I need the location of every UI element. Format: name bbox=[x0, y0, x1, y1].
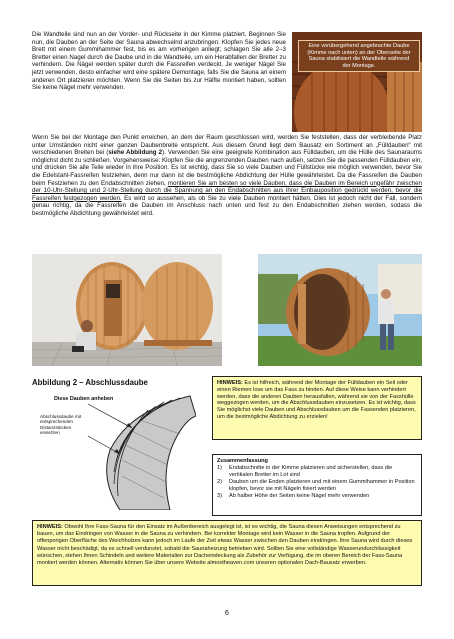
hint-box-rope bbox=[212, 376, 422, 440]
figure-title: Abbildung 2 – Abschlussdaube bbox=[32, 378, 148, 387]
summary-item bbox=[217, 493, 417, 500]
figure-reference: siehe Abbildung 2 bbox=[108, 149, 163, 157]
photo-sauna-assembly-right bbox=[258, 254, 422, 366]
summary-item-number: 1) bbox=[217, 464, 222, 471]
summary-item-text: Ab halber Höhe der Seiten keine Nägel mehr verwenden bbox=[229, 492, 370, 499]
photo-sauna-assembly-left bbox=[32, 254, 222, 366]
body-text-e: Es wird so aussehen, als ob Sie zu viele Dauben montiert hätten. Dies ist jedoch nicht der Fall, sondern genau richtig, da die Fassreifen die Dauben im Anschluss nach unten und fest zu den Endabschnitten ziehen werden, sodass die bestmögliche Abdichtung gewährleistet wird. bbox=[32, 194, 422, 217]
figure-abschlussdaube-diagram bbox=[40, 390, 196, 510]
hint-text: Obwohl Ihre Fass-Sauna für den Einsatz im Außenbereich ausgelegt ist, ist es wichtig, die Sauna diesen Anweisungen entsprechend zu bauen, um das Eindringen von Wasser in die Sauna zu verhindern. Bei korrekter Montage wird kein Wasser in die Sauna tropfen. Aufgrund der offenporigen Oberfläche des Weichholzes kann jedoch im Laufe der Zeit etwas Wasser zwischen den Dauben eindringen. Ihre Sauna wird durch dieses Wasser nicht beschädigt, da es schnell verdunstet, sobald die Saunaheizung betrieben wird. Sollten Sie eine vollständige Wasserundurchlässigkeit wünschen, stehen Ihnen Schindeln und weitere Materialien zur Dacheindeckung als Zubehör zur Verfügung, die im oberen Bereich der Fass-Sauna montiert werden können. Alternativ können Sie über unsere Website almostheaven.com unseren optionalen Dach-Bausatz erwerben. bbox=[37, 524, 413, 567]
summary-item-number: 3) bbox=[217, 492, 222, 499]
hint-label: HINWEIS: bbox=[37, 524, 63, 530]
figure-label-insert: Abschlussdaube mit entsprechenden Distanzstücken einsetzen bbox=[40, 414, 82, 436]
summary-box bbox=[212, 454, 422, 516]
summary-item bbox=[217, 479, 417, 493]
figure-label-lift: Diese Dauben anheben bbox=[54, 396, 114, 402]
intro-paragraph: Die Wandteile sind nun an der Vorder- und Rückseite in der Kimme platziert. Beginnen Sie nun, die Dauben an der Seite der Sauna abwechselnd anzubringen. Klopfen Sie jedes neue Brett mit einem Gummihammer fest, bis es am vorherigen anliegt; schlagen Sie alle 2–3 Bretter einen Nagel durch die Daube und in die Wandteile, um ein Herabfallen der Bretter zu verhindern. Die Nägel werden später durch die Fassreifen verdeckt. Je weniger Nägel Sie jetzt verwenden, desto einfacher wird eine spätere Demontage, falls Sie die Sauna an einem anderen Ort platzieren möchten. Wenn Sie die Seiten bis zur Hälfte montiert haben, sollten Sie keine Nägel mehr verwenden. bbox=[32, 31, 286, 92]
photo-caption: Eine vorübergehend angebrachte Daube (Kimme nach unten) an der Oberseite der Sauna stabilisiert die Wandteile während der Montage. bbox=[298, 40, 420, 72]
summary-item bbox=[217, 465, 417, 479]
hint-text: Es ist hilfreich, während der Montage der Fülldauben ein Seil oder einen Riemen lose um das Fass zu binden. Auf diese Weise kann verhindert werden, dass die anderen Dauben herausfallen, während sie von der Fasshülle weggezogen werden, um die Abschlussdauben einzusetzen. Es ist wichtig, dass Sie möglichst viele Dauben und Abschlussdauben um die Fassenden platzieren, um die bestmögliche Abdichtung zu erzielen! bbox=[217, 380, 416, 420]
summary-item-number: 2) bbox=[217, 478, 222, 485]
summary-item-text: Dauben um die Enden platzieren und mit einem Gummihammer in Position klopfen, bevor sie mit Nägeln fixiert werden bbox=[229, 478, 415, 492]
body-paragraph bbox=[32, 134, 422, 218]
summary-title: Zusammenfassung bbox=[217, 458, 268, 464]
page-number: 6 bbox=[225, 610, 229, 617]
body-text-a: Wenn Sie bei der Montage den Punkt erreichen, an dem der Raum geschlossen wird, werden Sie feststellen, dass der verbleibende Platz unter Umständen nicht einer ganzen Daubenbreite entspricht. Aus diesem Grund liegt dem Bausatz ein Sortiment an „Fülldauben“ mit verschiedenen Breiten bei ( bbox=[32, 134, 422, 157]
hint-label: HINWEIS: bbox=[217, 380, 243, 386]
body-text-c: ). Verwenden Sie eine geeignete Kombination aus Fülldauben, um die Hülle des Saunaraums möglichst dicht zu schließen. Vorgehensweise: Klopfen Sie die angrenzenden Dauben nach außen, setzen Sie die passenden Fülldauben ein, und drücken Sie alle Teile wieder in ihre Position. Es ist wichtig, dass Sie so viele Dauben und Füllstücke wie möglich verwenden, bevor Sie die Edelstahl-Fassreifen festziehen, denn nur dann ist die bestmögliche Abdichtung der Hülle gewährleistet. Da die Fassreifen die Dauben beim Festziehen zu den Endabschnitten ziehen, bbox=[32, 149, 423, 187]
hint-box-water bbox=[32, 520, 422, 586]
summary-item-text: Endabschnitte in der Kimme platzieren und sicherstellen, dass die vertikalen Bretter im Lot sind bbox=[229, 464, 393, 478]
body-text-underlined: montieren Sie am besten so viele Dauben, dass die Dauben im Bereich ungefähr zwischen der 10-Uhr-Stellung und 2-Uhr-Stellung durch die Spannung an den Endabschnitten aus ihrer Einbauposition gedrückt werden, bevor die Fassreifen festgezogen werden. bbox=[32, 179, 422, 202]
